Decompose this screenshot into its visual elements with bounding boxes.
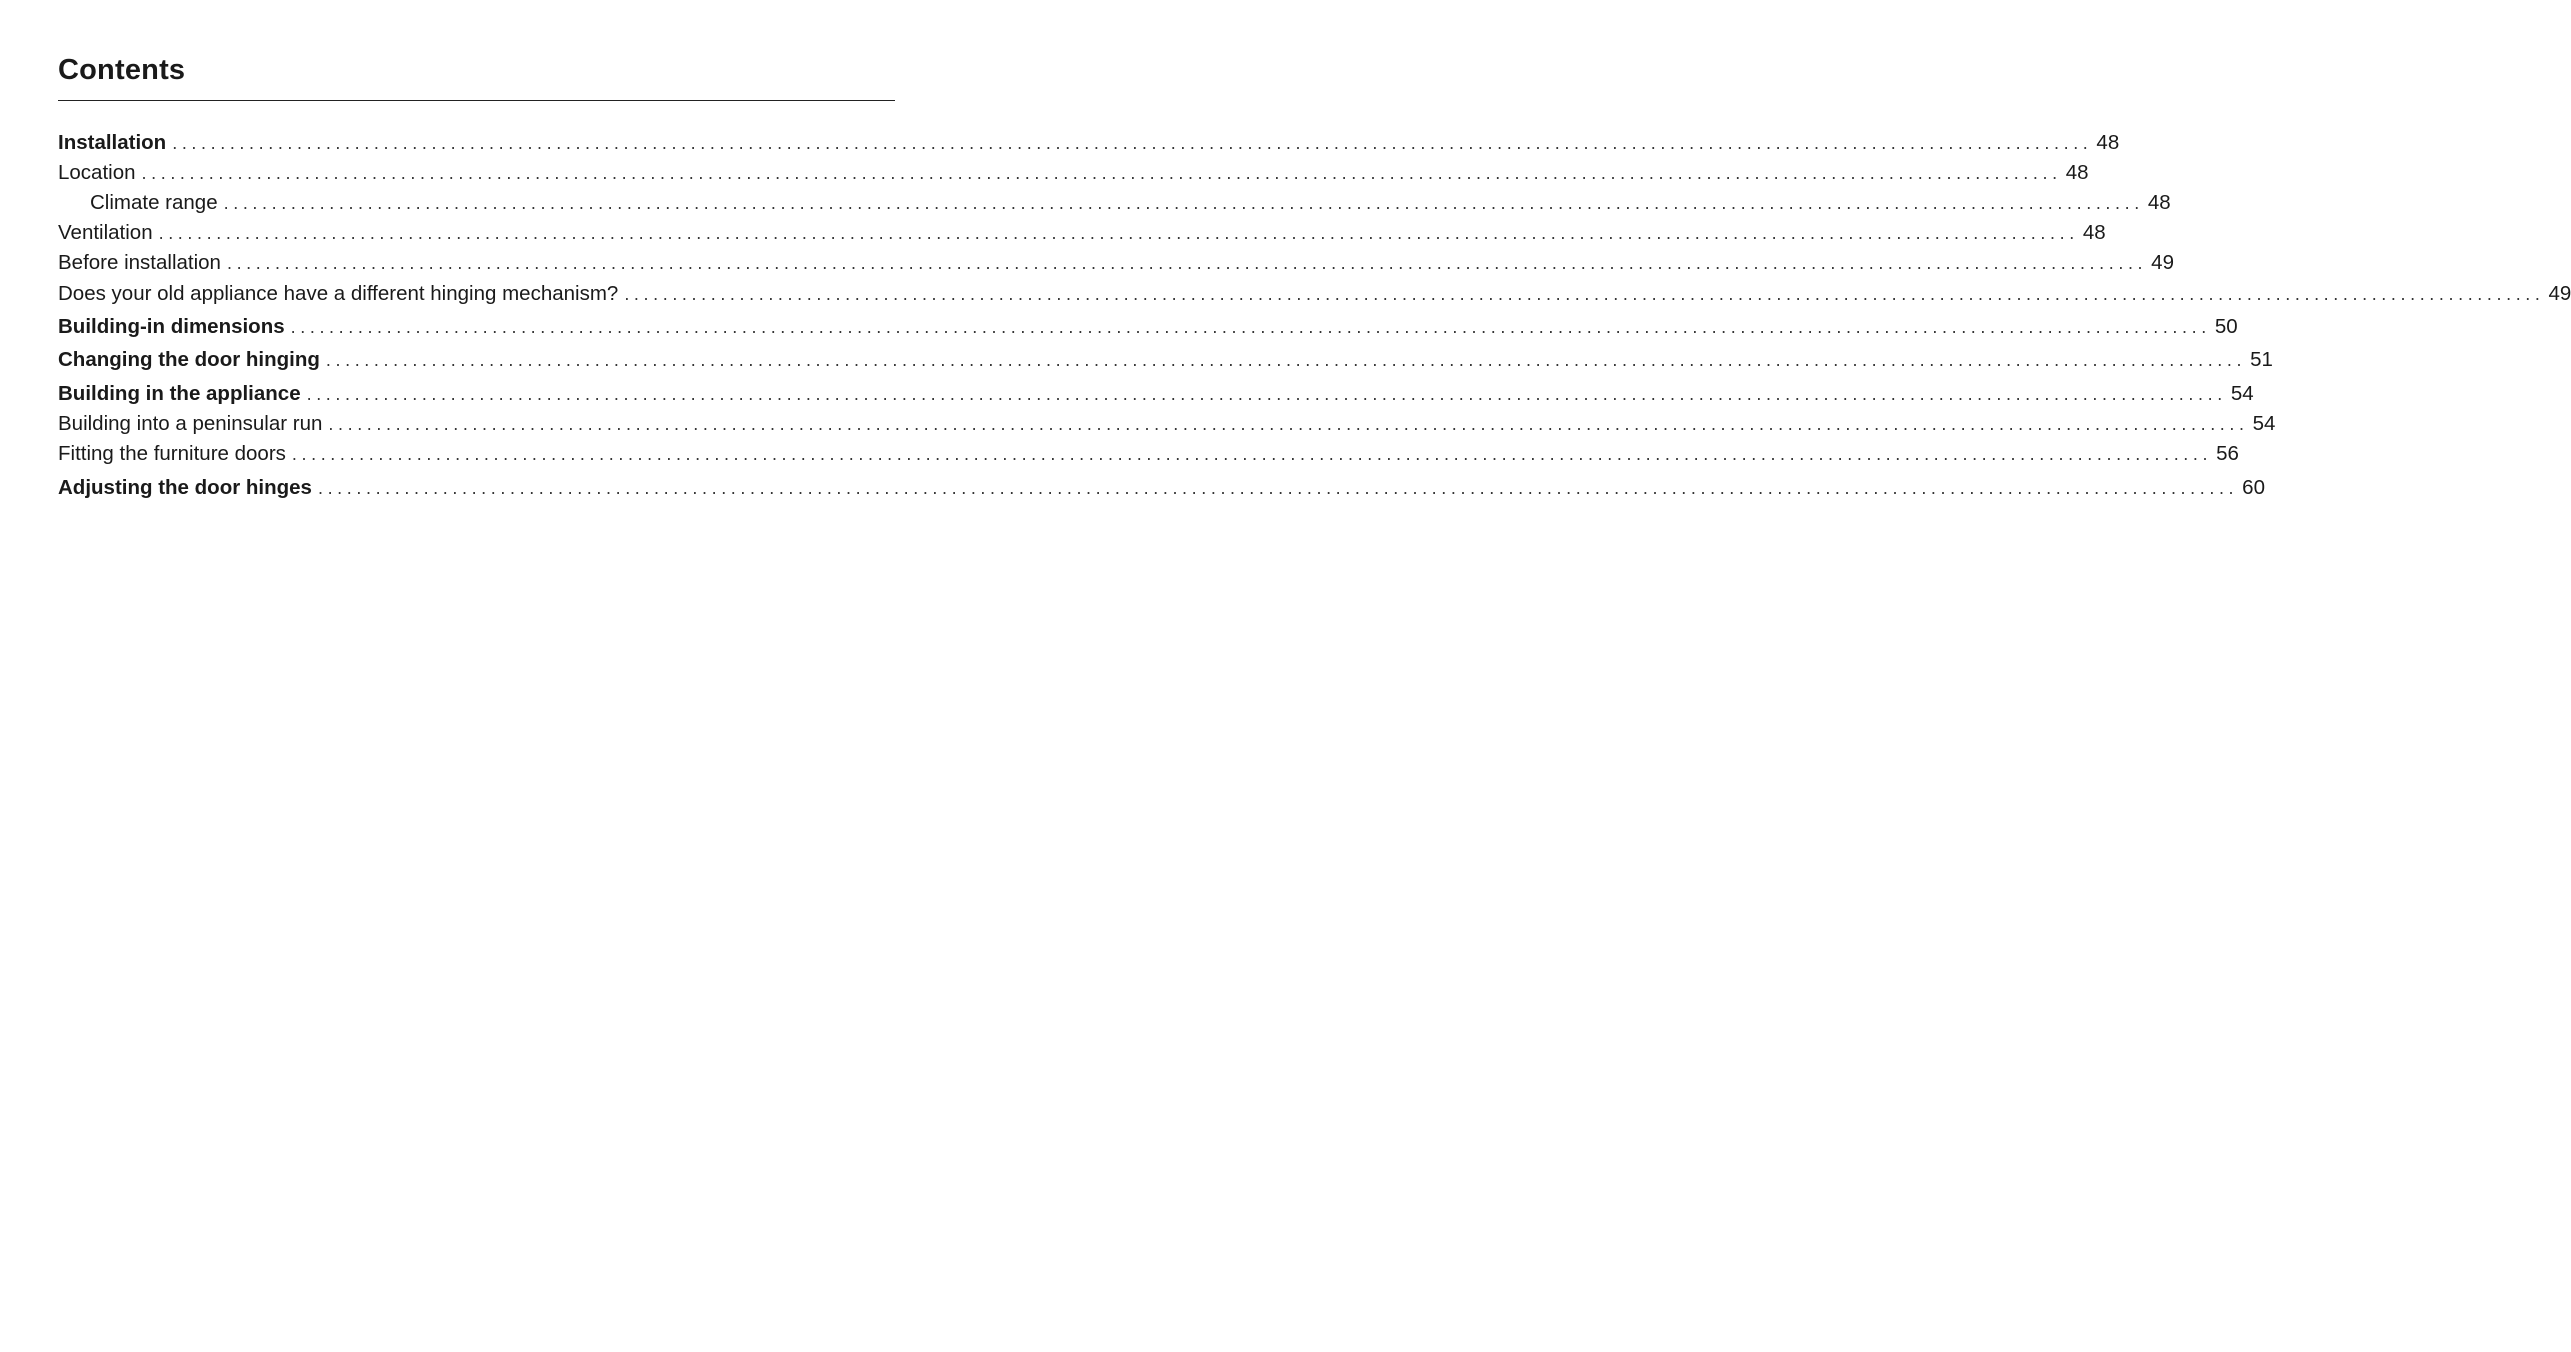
toc-page-number: 51: [2250, 348, 2273, 371]
toc-entry-text: Building-in dimensions: [58, 315, 285, 338]
toc-page-number: 48: [2096, 131, 2120, 154]
dot-leader: ........................................................................................................................................................................................................: [158, 223, 2079, 243]
toc-entry-text: Does your old appliance have a different hinging mechanism?: [58, 282, 619, 305]
dot-leader: ........................................................................................................................................................................................................: [291, 444, 2213, 464]
toc-entry-adjusting-door-hinges[interactable]: [58, 473, 2265, 503]
toc-entry-text: Before installation: [58, 251, 221, 274]
dot-leader: ........................................................................................................................................................................................................: [306, 384, 2227, 404]
dot-leader: ........................................................................................................................................................................................................: [325, 350, 2247, 370]
toc-page-number: 48: [2065, 161, 2089, 184]
dot-leader: ........................................................................................................................................................................................................: [172, 133, 2093, 153]
dot-leader: ........................................................................................................................................................................................................: [223, 193, 2144, 213]
toc-entry-before-installation[interactable]: [58, 248, 2174, 278]
toc-entry-climate-range[interactable]: [58, 188, 2171, 218]
title-divider: [58, 100, 895, 101]
toc-entry-text: Building into a peninsular run: [58, 412, 323, 435]
toc-page-number: 56: [2216, 442, 2239, 465]
toc-page-number: 48: [2082, 221, 2106, 244]
dot-leader: ........................................................................................................................................................................................................: [290, 317, 2211, 337]
dot-leader: ........................................................................................................................................................................................................: [328, 414, 2249, 434]
toc-entry-text: Ventilation: [58, 221, 153, 244]
toc-page-number: 48: [2147, 191, 2171, 214]
dot-leader: ........................................................................................................................................................................................................: [624, 284, 2545, 304]
toc-entry-text: Fitting the furniture doors: [58, 442, 286, 465]
toc-entry-fitting-furniture-doors[interactable]: [58, 439, 2239, 469]
toc-entry-installation[interactable]: [58, 128, 2120, 158]
toc-page-number: 49: [2151, 251, 2174, 274]
toc-entry-building-in-appliance[interactable]: [58, 379, 2254, 409]
toc-entry-peninsular-run[interactable]: [58, 409, 2276, 439]
toc-entry-old-appliance-hinging[interactable]: [58, 279, 2571, 309]
page-title: Contents: [58, 54, 186, 86]
toc-entry-changing-door-hinging[interactable]: [58, 345, 2273, 375]
toc-page-number: 54: [2252, 412, 2276, 435]
dot-leader: ........................................................................................................................................................................................................: [226, 253, 2148, 273]
toc-page-number: 49: [2548, 282, 2571, 305]
toc-page-number: 50: [2214, 315, 2238, 338]
toc-entry-location[interactable]: [58, 158, 2089, 188]
toc-entry-text: Installation: [58, 131, 167, 154]
dot-leader: ........................................................................................................................................................................................................: [317, 478, 2239, 498]
toc-entry-text: Changing the door hinging: [58, 348, 320, 371]
toc-entry-building-in-dimensions[interactable]: [58, 312, 2238, 342]
toc-page-number: 54: [2230, 382, 2254, 405]
toc-entry-text: Adjusting the door hinges: [58, 476, 312, 499]
toc-entry-text: Building in the appliance: [58, 382, 301, 405]
toc-entry-ventilation[interactable]: [58, 218, 2106, 248]
toc-entry-text: Location: [58, 161, 136, 184]
toc-entry-text: Climate range: [90, 191, 218, 214]
dot-leader: ........................................................................................................................................................................................................: [141, 163, 2062, 183]
toc-page-number: 60: [2242, 476, 2265, 499]
